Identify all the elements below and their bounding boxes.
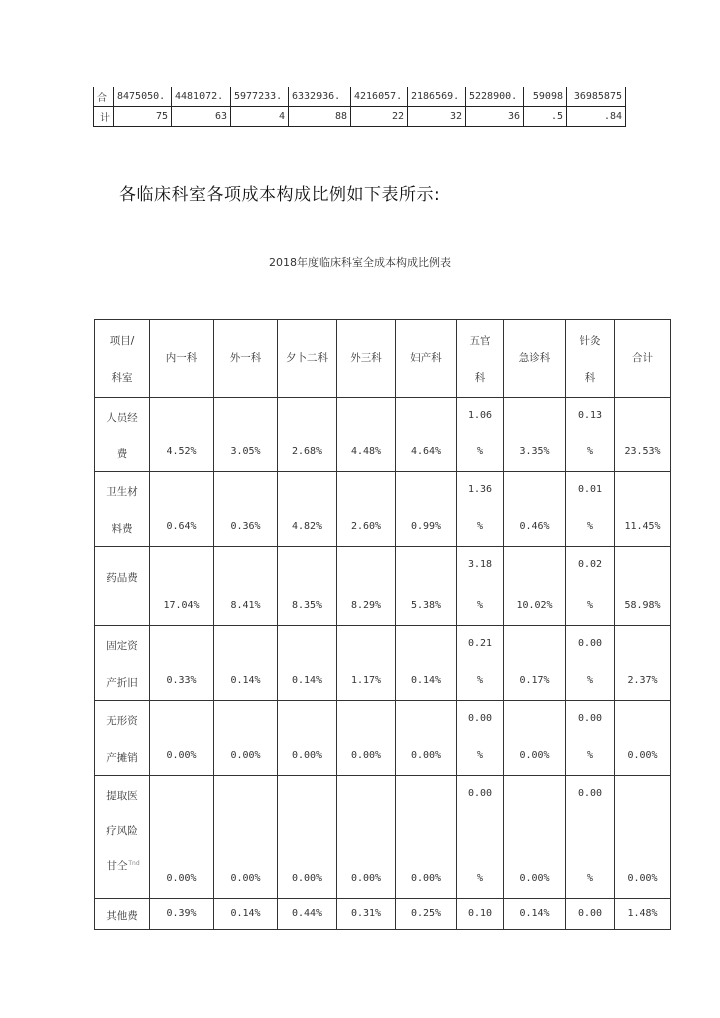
header-text: 科室 — [111, 372, 133, 384]
total-value-line2: .5 — [524, 107, 567, 127]
header-text: 夕卜二科 — [286, 352, 328, 364]
row-label-cell — [95, 398, 150, 472]
value-cell — [214, 776, 278, 899]
value-cell — [615, 547, 671, 626]
value-text: 0.14% — [410, 675, 442, 686]
total-value-line2: 32 — [408, 107, 466, 127]
row-label-cell — [95, 472, 150, 547]
value-text: % — [476, 521, 484, 532]
value-text: 0.99% — [410, 521, 442, 532]
value-cell — [337, 899, 396, 930]
value-cell — [504, 547, 566, 626]
table-row — [95, 626, 671, 701]
value-cell — [337, 776, 396, 899]
value-text: 0.00% — [230, 750, 261, 761]
value-text: 0.10 — [467, 907, 493, 919]
total-value-line1: 59098 — [524, 87, 567, 107]
header-text: 科 — [584, 372, 596, 384]
value-text: % — [476, 750, 484, 761]
cost-composition-table — [94, 319, 671, 930]
value-cell — [615, 472, 671, 547]
value-text: 4.52% — [166, 446, 197, 457]
value-text: % — [586, 675, 594, 686]
value-text: 0.00 — [577, 638, 603, 649]
value-cell — [457, 776, 504, 899]
value-cell — [396, 899, 457, 930]
value-text: 0.00 — [467, 788, 493, 799]
value-text: 1.06 — [467, 410, 493, 421]
row-label-text: 提取医 — [106, 790, 138, 802]
value-text: 0.00% — [519, 873, 550, 884]
value-cell — [150, 776, 214, 899]
total-value-line1: 4216057. — [351, 87, 408, 107]
value-text: % — [586, 750, 594, 761]
row-label-text: 疗风险 — [106, 825, 138, 837]
total-row-table — [93, 87, 626, 127]
total-value-line2: 88 — [289, 107, 351, 127]
value-cell — [615, 398, 671, 472]
value-cell — [457, 899, 504, 930]
row-label-text: 料费 — [111, 523, 133, 535]
value-text: % — [476, 675, 484, 686]
header-text: 内一科 — [165, 352, 198, 364]
value-text: 0.00% — [410, 873, 442, 884]
value-text: 0.00% — [166, 750, 197, 761]
value-text: 17.04% — [163, 600, 200, 611]
header-column-cell — [615, 320, 671, 398]
value-cell — [278, 626, 337, 701]
header-column-cell — [566, 320, 615, 398]
value-cell — [615, 626, 671, 701]
value-cell — [504, 398, 566, 472]
value-text: 2.37% — [627, 675, 658, 686]
value-cell — [396, 547, 457, 626]
value-cell — [150, 472, 214, 547]
value-cell — [396, 472, 457, 547]
value-cell — [214, 547, 278, 626]
row-label-text: 产摊销 — [106, 752, 138, 764]
total-value-line2: 75 — [114, 107, 172, 127]
value-text: % — [476, 873, 484, 884]
value-text: 4.48% — [350, 446, 382, 457]
value-cell — [278, 547, 337, 626]
table-row — [95, 398, 671, 472]
value-cell — [150, 547, 214, 626]
header-text: 合计 — [632, 352, 653, 364]
value-cell — [150, 398, 214, 472]
value-text: 10.02% — [516, 600, 553, 611]
value-text: 0.14% — [230, 675, 261, 686]
value-text: 0.00% — [291, 750, 323, 761]
total-value-line1: 6332936. — [289, 87, 351, 107]
row-label-text: 其他费 — [106, 909, 138, 922]
value-cell — [457, 626, 504, 701]
value-cell — [566, 626, 615, 701]
row-label-cell — [95, 701, 150, 776]
value-text: 1.48% — [627, 907, 658, 919]
row-label-text: 无形资 — [106, 715, 138, 727]
total-value-line2: 4 — [231, 107, 289, 127]
section-heading: 各临床科室各项成本构成比例如下表所示: — [119, 185, 441, 205]
value-text: 0.00 — [577, 713, 603, 724]
value-text: 5.38% — [410, 600, 442, 611]
row-label-text: 产折旧 — [106, 677, 138, 689]
header-text: 科 — [474, 372, 486, 384]
table-caption: 2018年度临床科室全成本构成比例表 — [269, 256, 451, 269]
row-label-text: 卫生材 — [106, 486, 138, 498]
value-text: 0.14% — [230, 907, 261, 919]
value-cell — [396, 701, 457, 776]
value-cell — [278, 776, 337, 899]
value-text: 0.00% — [627, 873, 658, 884]
header-text: 五官 — [469, 335, 491, 347]
value-text: 3.05% — [230, 446, 261, 457]
value-text: 0.00% — [291, 873, 323, 884]
value-cell — [396, 398, 457, 472]
value-text: 0.00% — [410, 750, 442, 761]
value-cell — [214, 701, 278, 776]
value-cell — [337, 626, 396, 701]
value-text: 58.98% — [624, 600, 661, 611]
value-text: 0.00% — [350, 750, 382, 761]
value-cell — [337, 701, 396, 776]
value-cell — [457, 472, 504, 547]
row-label-text: 人员经 — [106, 412, 138, 424]
header-item-cell — [95, 320, 150, 398]
value-cell — [504, 626, 566, 701]
total-value-line2: 63 — [172, 107, 231, 127]
total-value-line1: 36985875 — [567, 87, 626, 107]
value-cell — [566, 547, 615, 626]
table-row — [95, 547, 671, 626]
header-text: 急诊科 — [518, 352, 551, 364]
value-cell — [566, 776, 615, 899]
value-text: 2.68% — [291, 446, 323, 457]
header-text: 项目/ — [109, 335, 135, 347]
value-cell — [504, 776, 566, 899]
value-cell — [615, 701, 671, 776]
total-value-line2: .84 — [567, 107, 626, 127]
value-text: 0.33% — [166, 675, 197, 686]
value-cell — [615, 776, 671, 899]
row-label-text: 固定资 — [106, 640, 138, 652]
total-value-line1: 5228900. — [466, 87, 524, 107]
header-column-cell — [504, 320, 566, 398]
value-cell — [214, 626, 278, 701]
header-column-cell — [278, 320, 337, 398]
value-cell — [337, 472, 396, 547]
value-text: 0.00% — [627, 750, 658, 761]
total-value-line2: 36 — [466, 107, 524, 127]
value-cell — [566, 899, 615, 930]
value-text: 0.17% — [519, 675, 550, 686]
value-text: 8.35% — [291, 600, 323, 611]
value-cell — [214, 472, 278, 547]
total-value-line1: 8475050. — [114, 87, 172, 107]
value-text: 0.36% — [230, 521, 261, 532]
value-cell — [278, 398, 337, 472]
total-label-bottom: 计 — [94, 107, 114, 127]
value-text: 0.14% — [519, 907, 550, 919]
row-label-text: Tnd — [128, 860, 140, 867]
value-cell — [214, 398, 278, 472]
value-text: 0.00% — [350, 873, 382, 884]
row-label-text: 费 — [116, 448, 128, 460]
value-text: % — [586, 521, 594, 532]
value-text: 11.45% — [624, 521, 661, 532]
value-cell — [504, 701, 566, 776]
header-column-cell — [214, 320, 278, 398]
value-cell — [278, 472, 337, 547]
value-text: 0.25% — [410, 907, 442, 919]
header-column-cell — [150, 320, 214, 398]
value-text: 0.00% — [519, 750, 550, 761]
value-text: % — [586, 600, 594, 611]
value-cell — [457, 398, 504, 472]
value-cell — [566, 701, 615, 776]
value-cell — [278, 899, 337, 930]
value-text: 0.46% — [519, 521, 550, 532]
header-column-cell — [337, 320, 396, 398]
row-label-text: 甘仝 — [106, 860, 128, 872]
value-text: 2.60% — [350, 521, 382, 532]
value-cell — [615, 899, 671, 930]
value-cell — [566, 398, 615, 472]
table-row — [95, 472, 671, 547]
table-row — [95, 701, 671, 776]
total-label-top: 合 — [94, 87, 114, 107]
value-cell — [396, 626, 457, 701]
value-text: % — [586, 873, 594, 884]
value-cell — [214, 899, 278, 930]
total-value-line2: 22 — [351, 107, 408, 127]
row-label-text: 药品费 — [106, 572, 138, 585]
value-text: % — [476, 446, 484, 457]
value-text: 0.00 — [577, 788, 603, 799]
value-text: 0.44% — [291, 907, 323, 919]
value-cell — [396, 776, 457, 899]
value-cell — [278, 701, 337, 776]
row-label-cell — [95, 626, 150, 701]
table-row — [95, 776, 671, 899]
value-text: 3.35% — [519, 446, 550, 457]
value-text: 4.82% — [291, 521, 323, 532]
value-text: 0.00% — [166, 873, 197, 884]
value-text: 0.21 — [467, 638, 493, 649]
total-value-line1: 5977233. — [231, 87, 289, 107]
value-cell — [150, 899, 214, 930]
header-text: 针灸 — [579, 335, 601, 347]
row-label-cell — [95, 547, 150, 626]
value-text: 0.01 — [577, 484, 603, 495]
header-text: 外一科 — [229, 352, 262, 364]
value-text: 1.17% — [350, 675, 382, 686]
total-value-line1: 2186569. — [408, 87, 466, 107]
value-text: 3.18 — [467, 559, 493, 570]
value-text: 8.29% — [350, 600, 382, 611]
value-cell — [457, 701, 504, 776]
value-text: 0.13 — [577, 410, 603, 421]
value-text: 0.00 — [577, 907, 603, 919]
row-label-cell — [95, 776, 150, 899]
value-cell — [457, 547, 504, 626]
value-text: 0.14% — [291, 675, 323, 686]
value-cell — [504, 472, 566, 547]
value-cell — [337, 547, 396, 626]
value-text: 0.00 — [467, 713, 493, 724]
total-value-line1: 4481072. — [172, 87, 231, 107]
value-text: 0.39% — [166, 907, 197, 919]
header-text: 妇产科 — [410, 352, 442, 364]
header-column-cell — [457, 320, 504, 398]
header-column-cell — [396, 320, 457, 398]
value-cell — [566, 472, 615, 547]
value-text: % — [476, 600, 484, 611]
value-cell — [504, 899, 566, 930]
header-text: 外三科 — [350, 352, 382, 364]
value-text: 1.36 — [467, 484, 493, 495]
value-cell — [337, 398, 396, 472]
value-text: 0.02 — [577, 559, 603, 570]
value-text: 0.00% — [230, 873, 261, 884]
row-label-cell — [95, 899, 150, 930]
table-header-row — [95, 320, 671, 398]
value-text: 0.64% — [166, 521, 197, 532]
value-text: 4.64% — [410, 446, 442, 457]
value-text: % — [586, 446, 594, 457]
value-cell — [150, 701, 214, 776]
value-cell — [150, 626, 214, 701]
value-text: 8.41% — [230, 600, 261, 611]
table-row — [95, 899, 671, 930]
value-text: 23.53% — [624, 446, 661, 457]
value-text: 0.31% — [350, 907, 382, 919]
